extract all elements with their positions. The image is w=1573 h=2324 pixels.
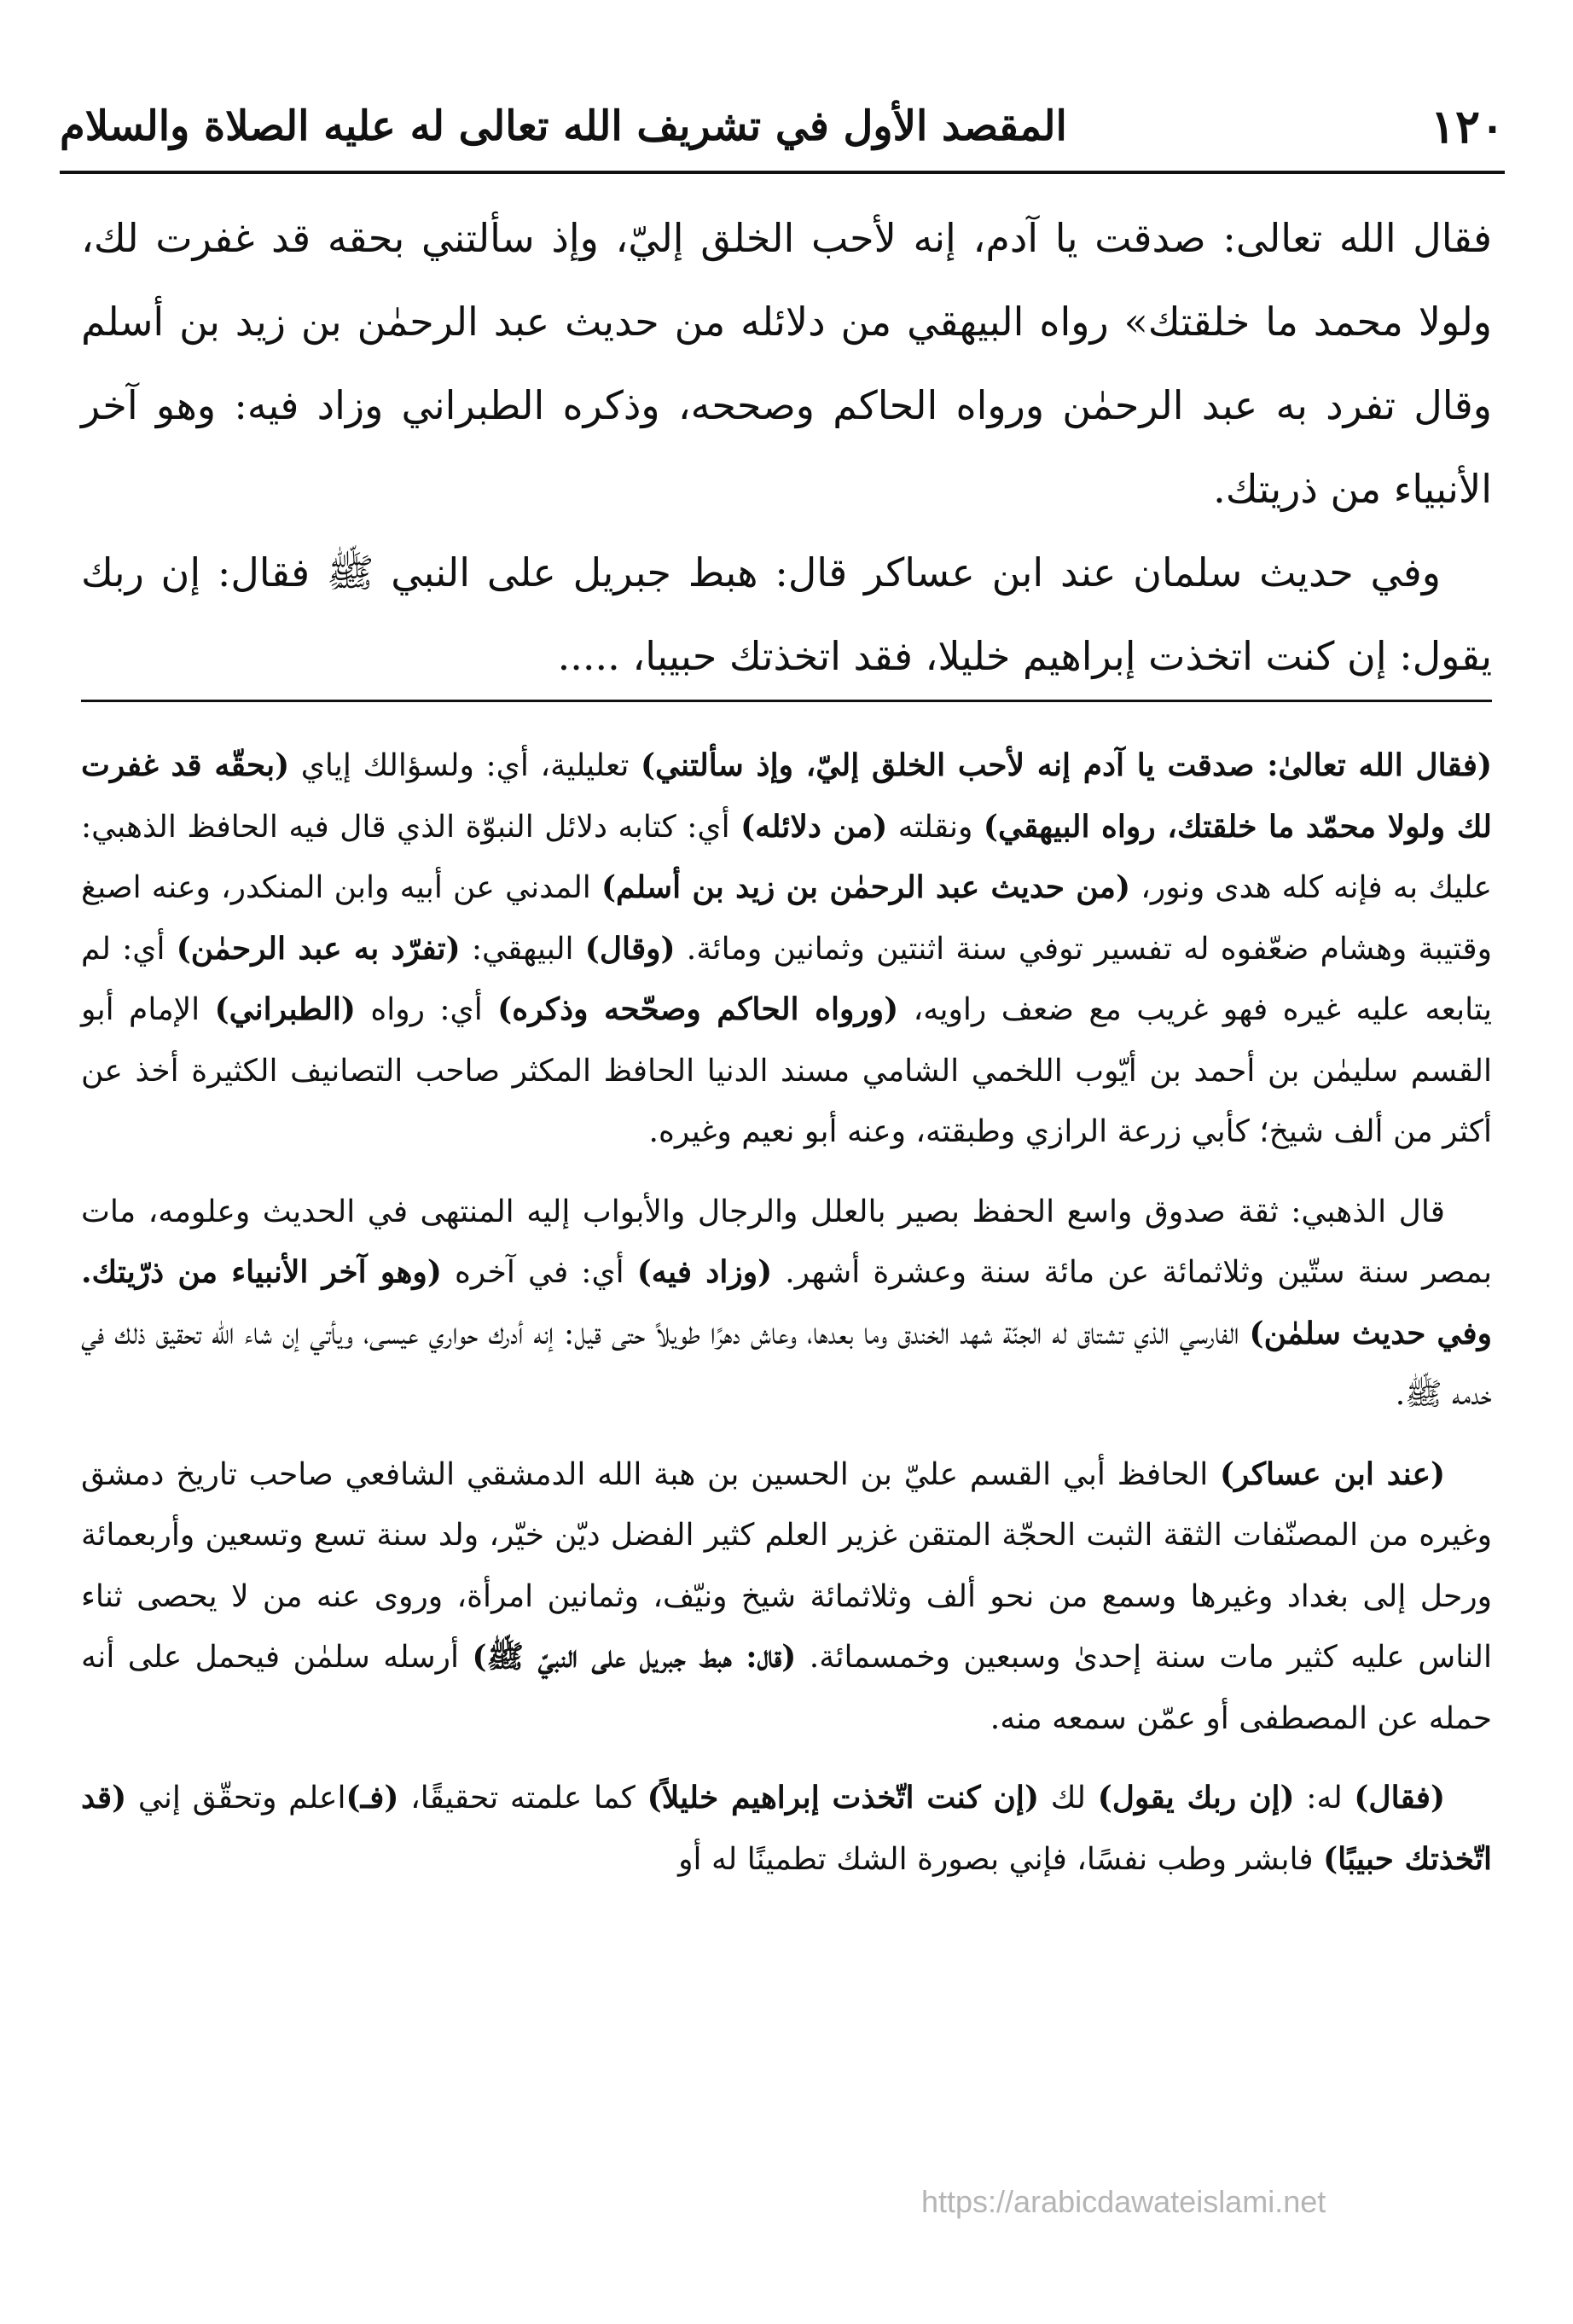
- quoted-text: (تفرّد به عبد الرحمٰن): [176, 930, 461, 967]
- commentary-text: اعلم وتحقّق إني: [126, 1781, 346, 1816]
- commentary-text: تعليلية، أي: ولسؤالك إياي: [289, 748, 641, 783]
- commentary-text: الفارسي الذي تشتاق له الجنّة شهد الخندق وما بعدها، وعاش دهرًا طويلاً حتى قيل: إنه أدرك حواري عيسى، ويأتي إن شاء الله تحقيق ذلك في خدمه ﷺ.: [81, 1316, 1492, 1412]
- page-header: [60, 92, 1505, 160]
- quoted-text: (الطبراني): [214, 991, 356, 1027]
- commentary-text: أرسله سلمٰن فيحمل على أنه حمله عن المصطفى أو عمّن سمعه منه.: [81, 1640, 1492, 1736]
- quoted-text: (وهو آخر الأنبياء من ذرّيتك. وفي حديث سلمٰن): [81, 1254, 1492, 1351]
- commentary-text: قال الذهبي: ثقة صدوق واسع الحفظ بصير بالعلل والرجال والأبواب إليه المنتهى في الحديث وعلومه، مات بمصر سنة ستّين وثلاثمائة عن مائة سنة وعشرة أشهر.: [81, 1194, 1492, 1290]
- commentary-text: أي: لم يتابعه عليه غيره فهو غريب مع ضعف راويه،: [81, 931, 1492, 1027]
- commentary-paragraph-1: [81, 735, 1492, 1163]
- main-paragraph-2: وفي حديث سلمان عند ابن عساكر قال: هبط جبريل على النبي ﷺ فقال: إن ربك يقول: إن كنت اتخذت إبراهيم خليلا، فقد اتخذتك حبيبا، .....: [81, 549, 1492, 679]
- quoted-text: (إن ربك يقول): [1097, 1780, 1295, 1816]
- commentary-text: المدني عن أبيه وابن المنكدر، وعنه اصبغ وقتيبة وهشام ضعّفوه له تفسير توفي سنة اثنتين وثمانين ومائة.: [81, 870, 1493, 967]
- commentary-text: لك: [1038, 1781, 1098, 1816]
- quoted-text: (فقال الله تعالىٰ: صدقت يا آدم إنه لأحب الخلق إليّ، وإذ سألتني): [640, 747, 1493, 783]
- commentary-text: أي: رواه: [355, 992, 498, 1027]
- commentary-paragraph-2: [81, 1182, 1492, 1426]
- quoted-text: (بحقّه قد غفرت لك ولولا محمّد ما خلقتك، رواه البيهقي): [81, 747, 1493, 845]
- page-number: ١٢٠: [1430, 99, 1505, 154]
- watermark-url: https://arabicdawateislami.net: [921, 2184, 1326, 2219]
- quoted-text: (ورواه الحاكم وصحّحه وذكره): [497, 991, 899, 1027]
- commentary: [81, 735, 1492, 1909]
- commentary-text: أي: كتابه دلائل النبوّة الذي قال فيه الحافظ الذهبي: عليك به فإنه كله هدى ونور،: [81, 809, 1492, 905]
- quoted-text: (فـ): [345, 1780, 399, 1816]
- quoted-text: (عند ابن عساكر): [1220, 1455, 1445, 1492]
- quoted-text: (من حديث عبد الرحمٰن بن زيد بن أسلم): [601, 869, 1130, 905]
- main-paragraph-1: فقال الله تعالى: صدقت يا آدم، إنه لأحب الخلق إليّ، وإذ سألتني بحقه قد غفرت لك، ولولا محمد ما خلقتك» رواه البيهقي من دلائله من حديث عبد الرحمٰن بن زيد بن أسلم وقال تفرد به عبد الرحمٰن ورواه الحاكم وصححه، وذكره الطبراني وزاد فيه: وهو آخر الأنبياء من ذريتك.: [81, 215, 1492, 512]
- commentary-text: ونقلته: [887, 809, 984, 845]
- quoted-text: (وزاد فيه): [636, 1254, 773, 1290]
- quoted-text: (قد اتّخذتك حبيبًا): [81, 1780, 1492, 1877]
- commentary-paragraph-3: [81, 1444, 1492, 1750]
- footnote-separator: [81, 700, 1492, 702]
- commentary-text: فابشر وطب نفسًا، فإني بصورة الشك تطمينًا له أو: [678, 1841, 1324, 1877]
- main-text: [81, 196, 1492, 698]
- commentary-text: الحافظ أبي القسم عليّ بن الحسين بن هبة الله الدمشقي الشافعي صاحب تاريخ دمشق وغيره من المصنّفات الثقة الثبت الحجّة المتقن غزير العلم كثير الفضل ديّن خيّر، ولد سنة تسع وتسعين وأربعمائة ورحل إلى بغداد وغيرها وسمع من نحو ألف وثلاثمائة شيخ ونيّف، وثمانين امرأة، وروى عنه من لا يحصى ثناء الناس عليه كثير مات سنة إحدىٰ وسبعين وخمسمائة.: [81, 1456, 1492, 1675]
- header-rule: [60, 171, 1505, 174]
- commentary-text: أي: في آخره: [441, 1255, 637, 1290]
- commentary-paragraph-4: [81, 1768, 1492, 1890]
- running-title: المقصد الأول في تشريف الله تعالى له عليه الصلاة والسلام: [60, 102, 1067, 150]
- quoted-text: (إن كنت اتّخذت إبراهيم خليلاً): [647, 1780, 1039, 1816]
- quoted-text: (وقال): [584, 930, 676, 967]
- quoted-text: (من دلائله): [740, 808, 888, 845]
- commentary-text: له:: [1294, 1781, 1355, 1816]
- commentary-text: كما علمته تحقيقًا،: [398, 1781, 647, 1816]
- commentary-text: البيهقي:: [460, 931, 585, 967]
- quoted-text: (فقال): [1354, 1780, 1446, 1816]
- commentary-text: الإمام أبو القسم سليمٰن بن أحمد بن أيّوب اللخمي الشامي مسند الدنيا الحافظ المكثر صاحب التصانيف الكثيرة أخذ عن أكثر من ألف شيخ؛ كأبي زرعة الرازي وطبقته، وعنه أبو نعيم وغيره.: [81, 992, 1492, 1149]
- quoted-text: (قال: هبط جبريل على النبيّ ﷺ): [472, 1639, 797, 1675]
